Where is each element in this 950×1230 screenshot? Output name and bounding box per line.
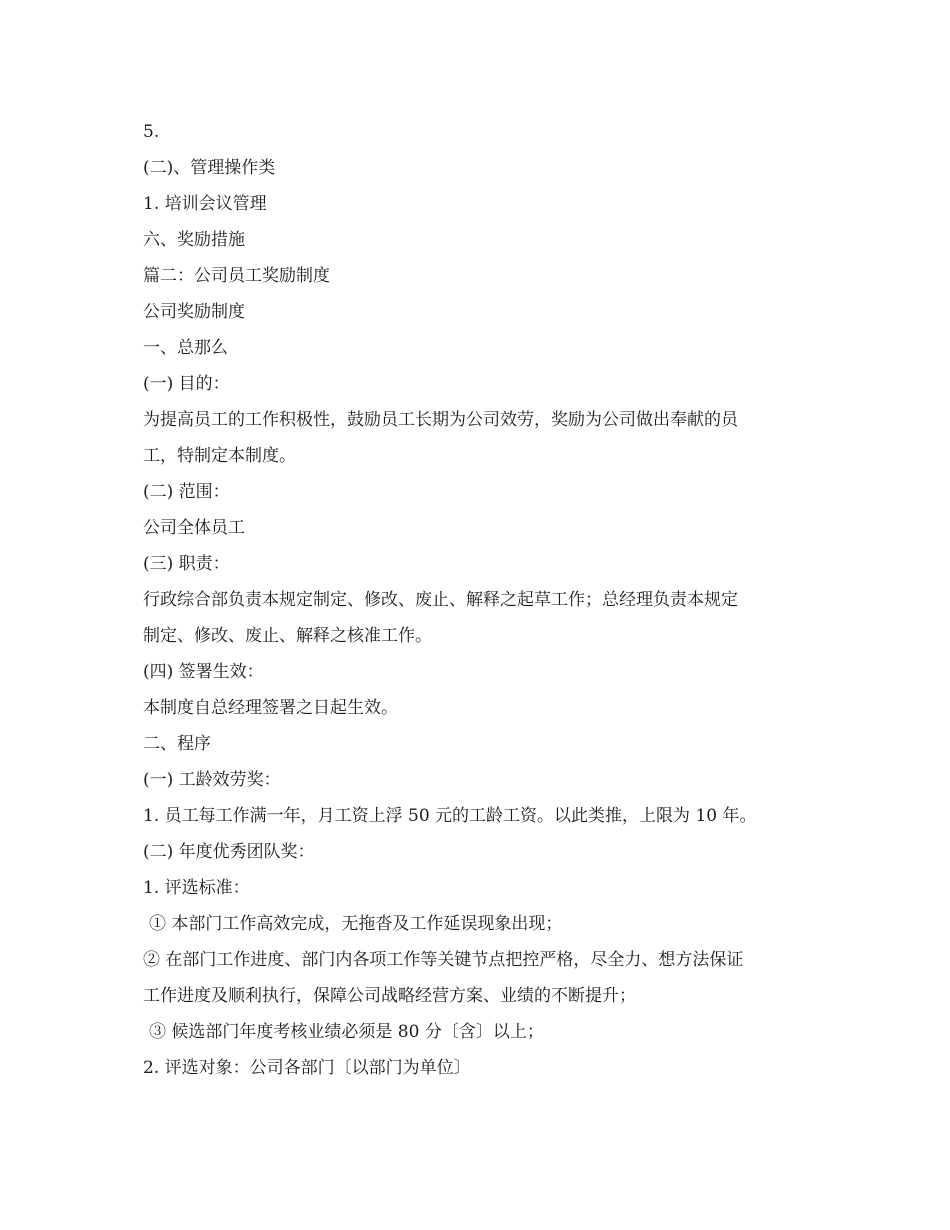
subsection-heading: (四) 签署生效： (143, 662, 264, 682)
list-item: ② 在部门工作进度、部门内各项工作等关键节点把控严格，尽全力、想方法保证 (143, 950, 744, 970)
subsection-heading: (二) 范围： (143, 482, 230, 502)
text-line: 5. (143, 122, 160, 142)
paragraph-line: 公司全体员工 (143, 518, 245, 538)
paragraph-line: 为提高员工的工作积极性，鼓励员工长期为公司效劳，奖励为公司做出奉献的员 (143, 410, 738, 430)
section-heading: 一、总那么 (143, 338, 228, 358)
paragraph-line: 本制度自总经理签署之日起生效。 (143, 698, 398, 718)
section-heading: 六、奖励措施 (143, 230, 245, 250)
section-heading: 二、程序 (143, 734, 211, 754)
subsection-heading: (一) 目的： (143, 374, 230, 394)
list-item: ③ 候选部门年度考核业绩必须是 80 分〔含〕以上； (149, 1022, 544, 1042)
section-heading: (二)、管理操作类 (143, 158, 276, 178)
document-title: 公司奖励制度 (143, 302, 245, 322)
document-body (143, 114, 823, 1086)
paragraph-line: 工，特制定本制度。 (143, 446, 296, 466)
subsection-heading: (一) 工龄效劳奖： (143, 770, 281, 790)
paragraph-line: 工作进度及顺利执行，保障公司战略经营方案、业绩的不断提升； (143, 986, 636, 1006)
paragraph-line: 行政综合部负责本规定制定、修改、废止、解释之起草工作；总经理负责本规定 (143, 590, 738, 610)
paragraph-line: 1. 员工每工作满一年，月工资上浮 50 元的工龄工资。以此类推，上限为 10 年。 (143, 806, 757, 826)
chapter-title: 篇二：公司员工奖励制度 (143, 266, 330, 286)
text-line: 1. 培训会议管理 (143, 194, 267, 214)
list-item: 1. 评选标准： (143, 878, 250, 898)
subsection-heading: (二) 年度优秀团队奖： (143, 842, 315, 862)
list-item: 2. 评选对象：公司各部门〔以部门为单位〕 (143, 1058, 471, 1078)
paragraph-line: 制定、修改、废止、解释之核准工作。 (143, 626, 432, 646)
subsection-heading: (三) 职责： (143, 554, 230, 574)
list-item: ① 本部门工作高效完成，无拖沓及工作延误现象出现； (149, 914, 563, 934)
